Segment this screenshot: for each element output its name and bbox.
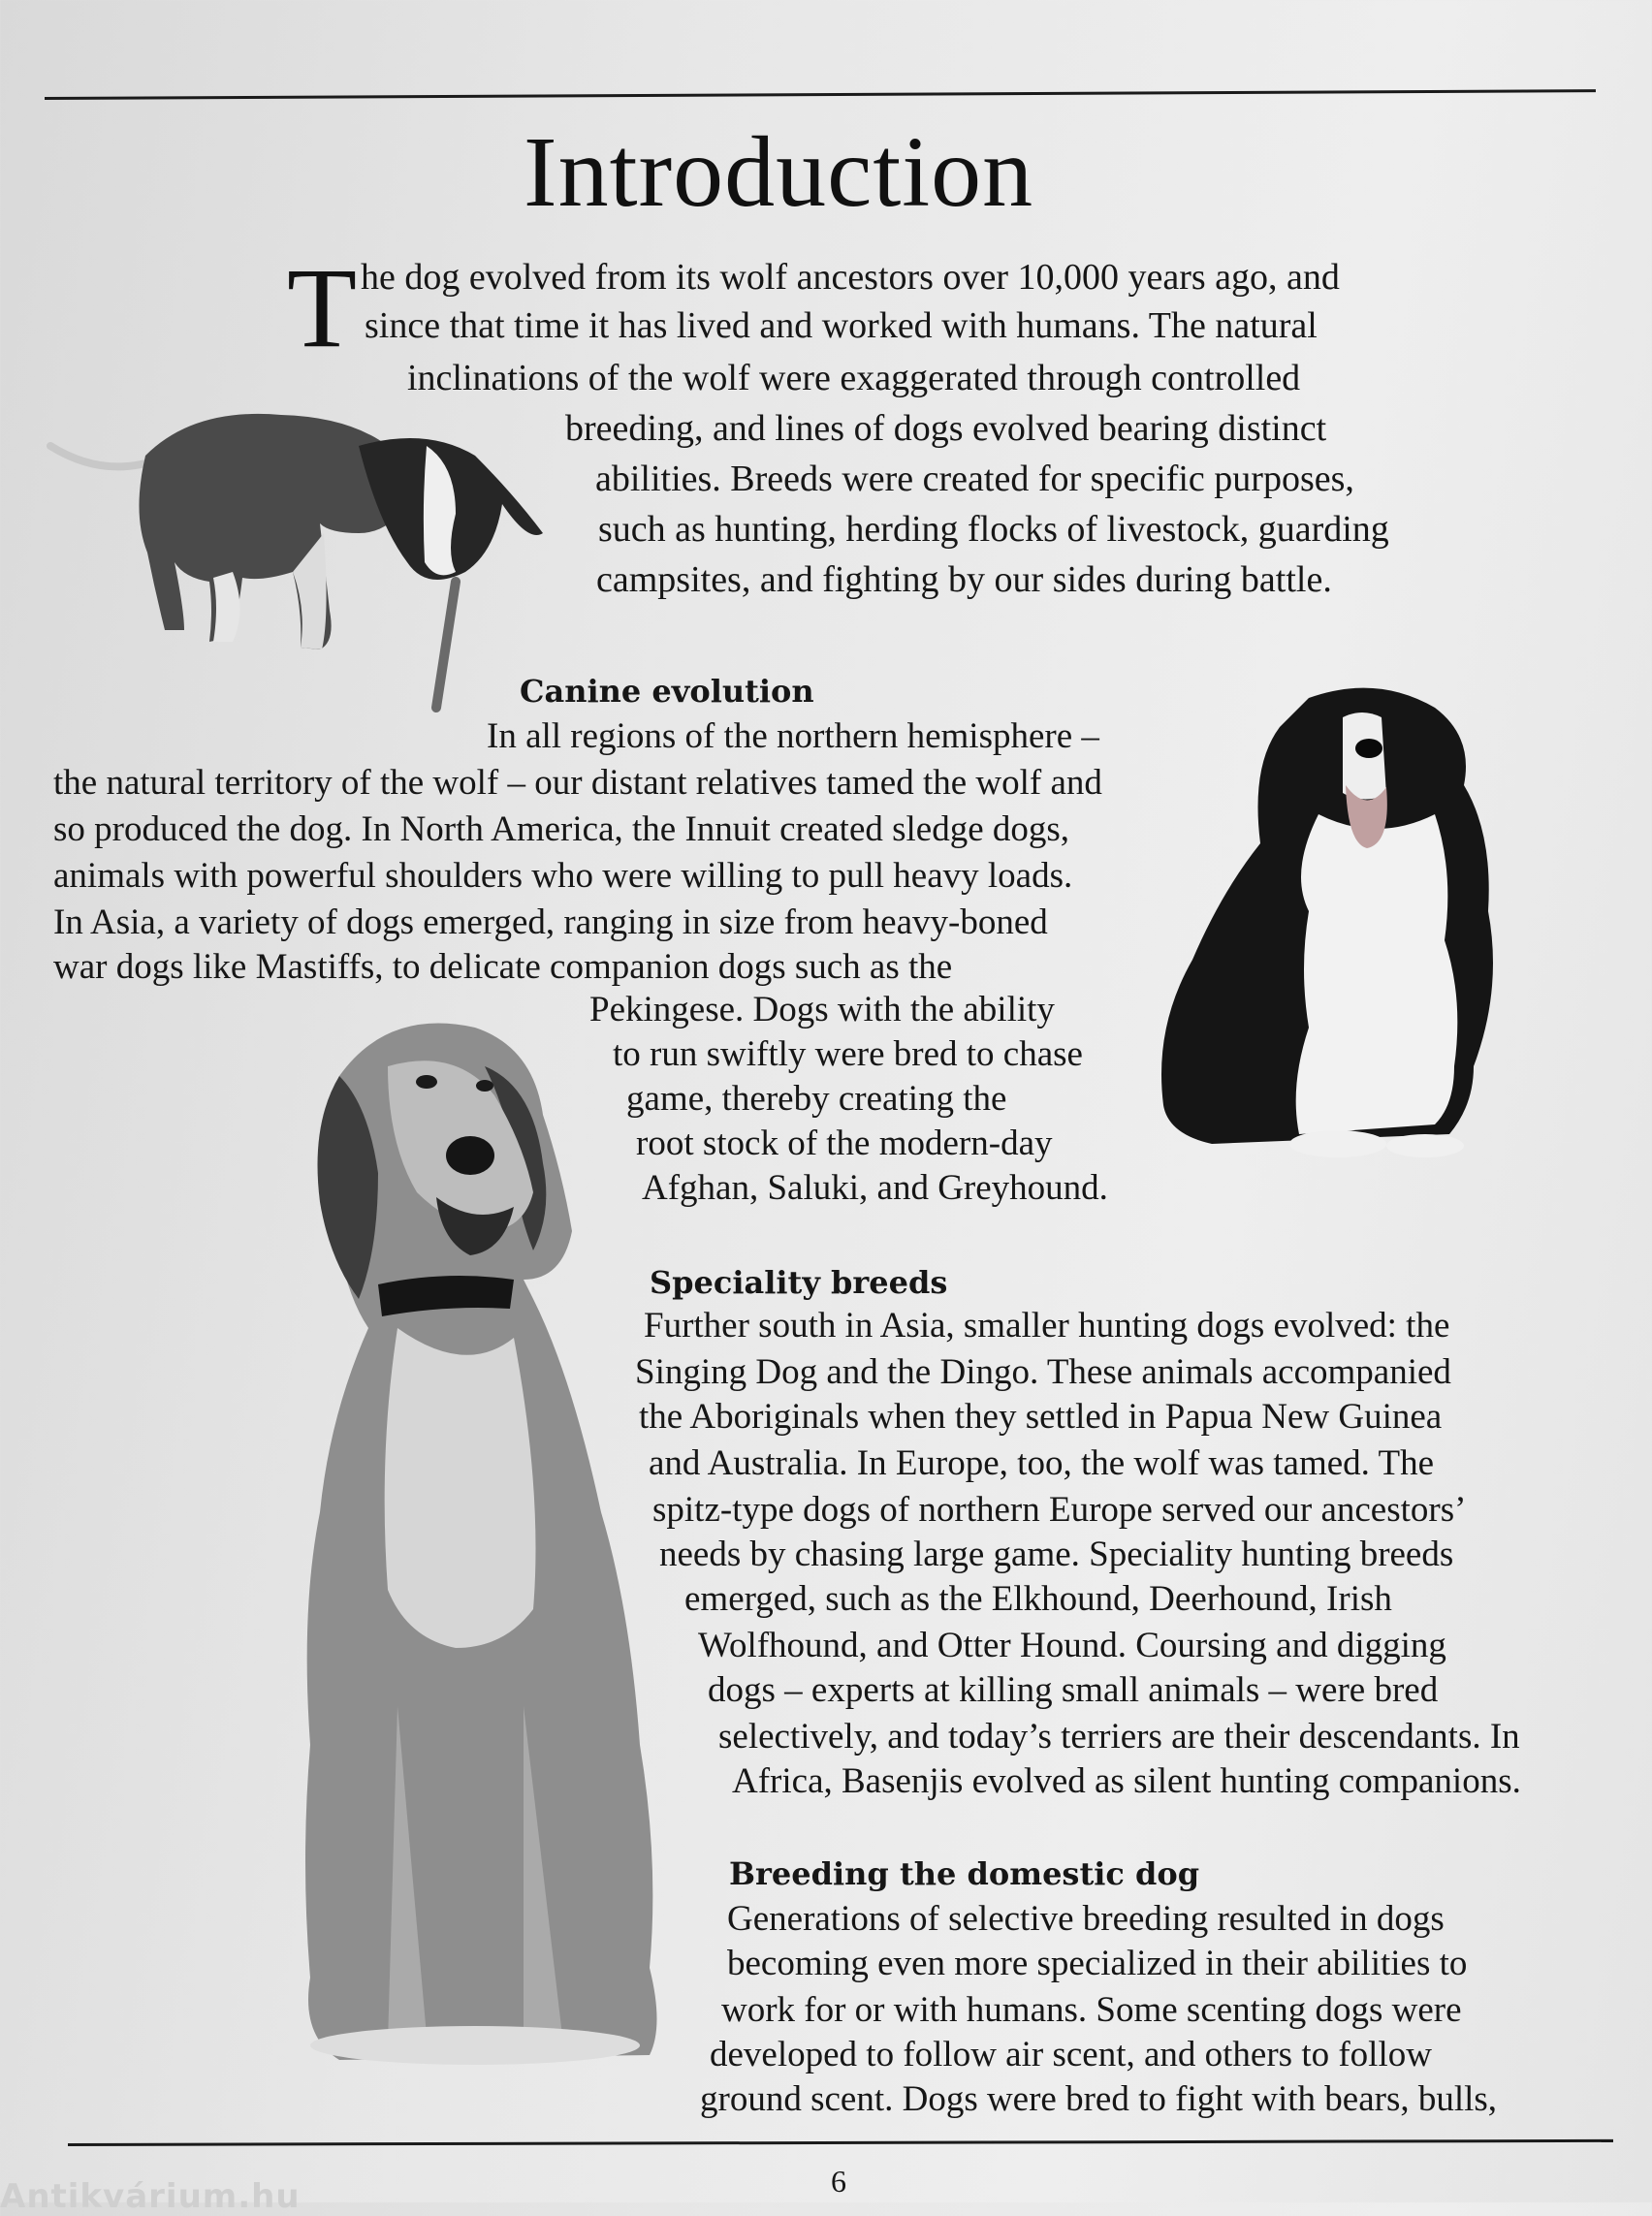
body-line: Afghan, Saluki, and Greyhound. xyxy=(642,1168,1108,1208)
body-line: Generations of selective breeding resulted in dogs xyxy=(727,1899,1445,1939)
page-number: 6 xyxy=(831,2164,846,2199)
body-line: the Aboriginals when they settled in Papua New Guinea xyxy=(639,1397,1443,1437)
intro-line: he dog evolved from its wolf ancestors over 10,000 years ago, and xyxy=(361,257,1340,298)
body-line: war dogs like Mastiffs, to delicate companion dogs such as the xyxy=(53,947,953,987)
body-line: ground scent. Dogs were bred to fight with bears, bulls, xyxy=(700,2079,1498,2119)
body-line: animals with powerful shoulders who were willing to pull heavy loads. xyxy=(53,856,1073,896)
body-line: game, thereby creating the xyxy=(626,1079,1007,1119)
drop-cap: T xyxy=(287,244,358,371)
section-heading: Speciality breeds xyxy=(650,1264,948,1301)
intro-line: since that time it has lived and worked with humans. The natural xyxy=(365,305,1318,346)
watermark: Antikvárium.hu xyxy=(0,2177,301,2216)
body-line: Africa, Basenjis evolved as silent hunting companions. xyxy=(732,1761,1521,1801)
puppy-photo xyxy=(39,388,582,717)
section-heading: Breeding the domestic dog xyxy=(729,1855,1200,1892)
body-line: so produced the dog. In North America, the Innuit created sledge dogs, xyxy=(53,809,1070,849)
body-line: to run swiftly were bred to chase xyxy=(613,1034,1083,1074)
border-collie-photo xyxy=(1154,679,1580,1202)
intro-line: breeding, and lines of dogs evolved bearing distinct xyxy=(565,408,1327,449)
bottom-rule xyxy=(68,2139,1613,2146)
body-line: becoming even more specialized in their abilities to xyxy=(727,1944,1468,1983)
body-line: Singing Dog and the Dingo. These animals accompanied xyxy=(635,1352,1451,1392)
saluki-photo xyxy=(281,1008,688,2123)
intro-line: such as hunting, herding flocks of livestock, guarding xyxy=(598,509,1389,550)
top-rule xyxy=(45,89,1596,100)
body-line: dogs – experts at killing small animals – were bred xyxy=(708,1670,1439,1710)
body-line: Further south in Asia, smaller hunting dogs evolved: the xyxy=(644,1306,1450,1345)
body-line: In Asia, a variety of dogs emerged, ranging in size from heavy-boned xyxy=(53,902,1048,942)
section-heading: Canine evolution xyxy=(520,673,814,710)
body-line: needs by chasing large game. Speciality hunting breeds xyxy=(659,1535,1454,1574)
body-line: root stock of the modern-day xyxy=(636,1124,1053,1163)
page-title: Introduction xyxy=(524,116,1034,228)
body-line: and Australia. In Europe, too, the wolf was tamed. The xyxy=(649,1443,1435,1483)
intro-line: abilities. Breeds were created for specific purposes, xyxy=(595,459,1354,499)
body-line: emerged, such as the Elkhound, Deerhound, Irish xyxy=(684,1579,1392,1619)
body-line: selectively, and today’s terriers are their descendants. In xyxy=(718,1717,1520,1757)
intro-line: campsites, and fighting by our sides during battle. xyxy=(596,559,1332,600)
body-line: spitz-type dogs of northern Europe served our ancestors’ xyxy=(652,1490,1467,1530)
body-line: In all regions of the northern hemisphere – xyxy=(487,716,1099,756)
intro-line: inclinations of the wolf were exaggerated through controlled xyxy=(407,358,1301,398)
body-line: the natural territory of the wolf – our distant relatives tamed the wolf and xyxy=(53,763,1102,803)
body-line: Pekingese. Dogs with the ability xyxy=(589,990,1055,1029)
body-line: developed to follow air scent, and others to follow xyxy=(710,2035,1432,2074)
body-line: work for or with humans. Some scenting dogs were xyxy=(721,1990,1462,2030)
body-line: Wolfhound, and Otter Hound. Coursing and digging xyxy=(698,1626,1446,1665)
